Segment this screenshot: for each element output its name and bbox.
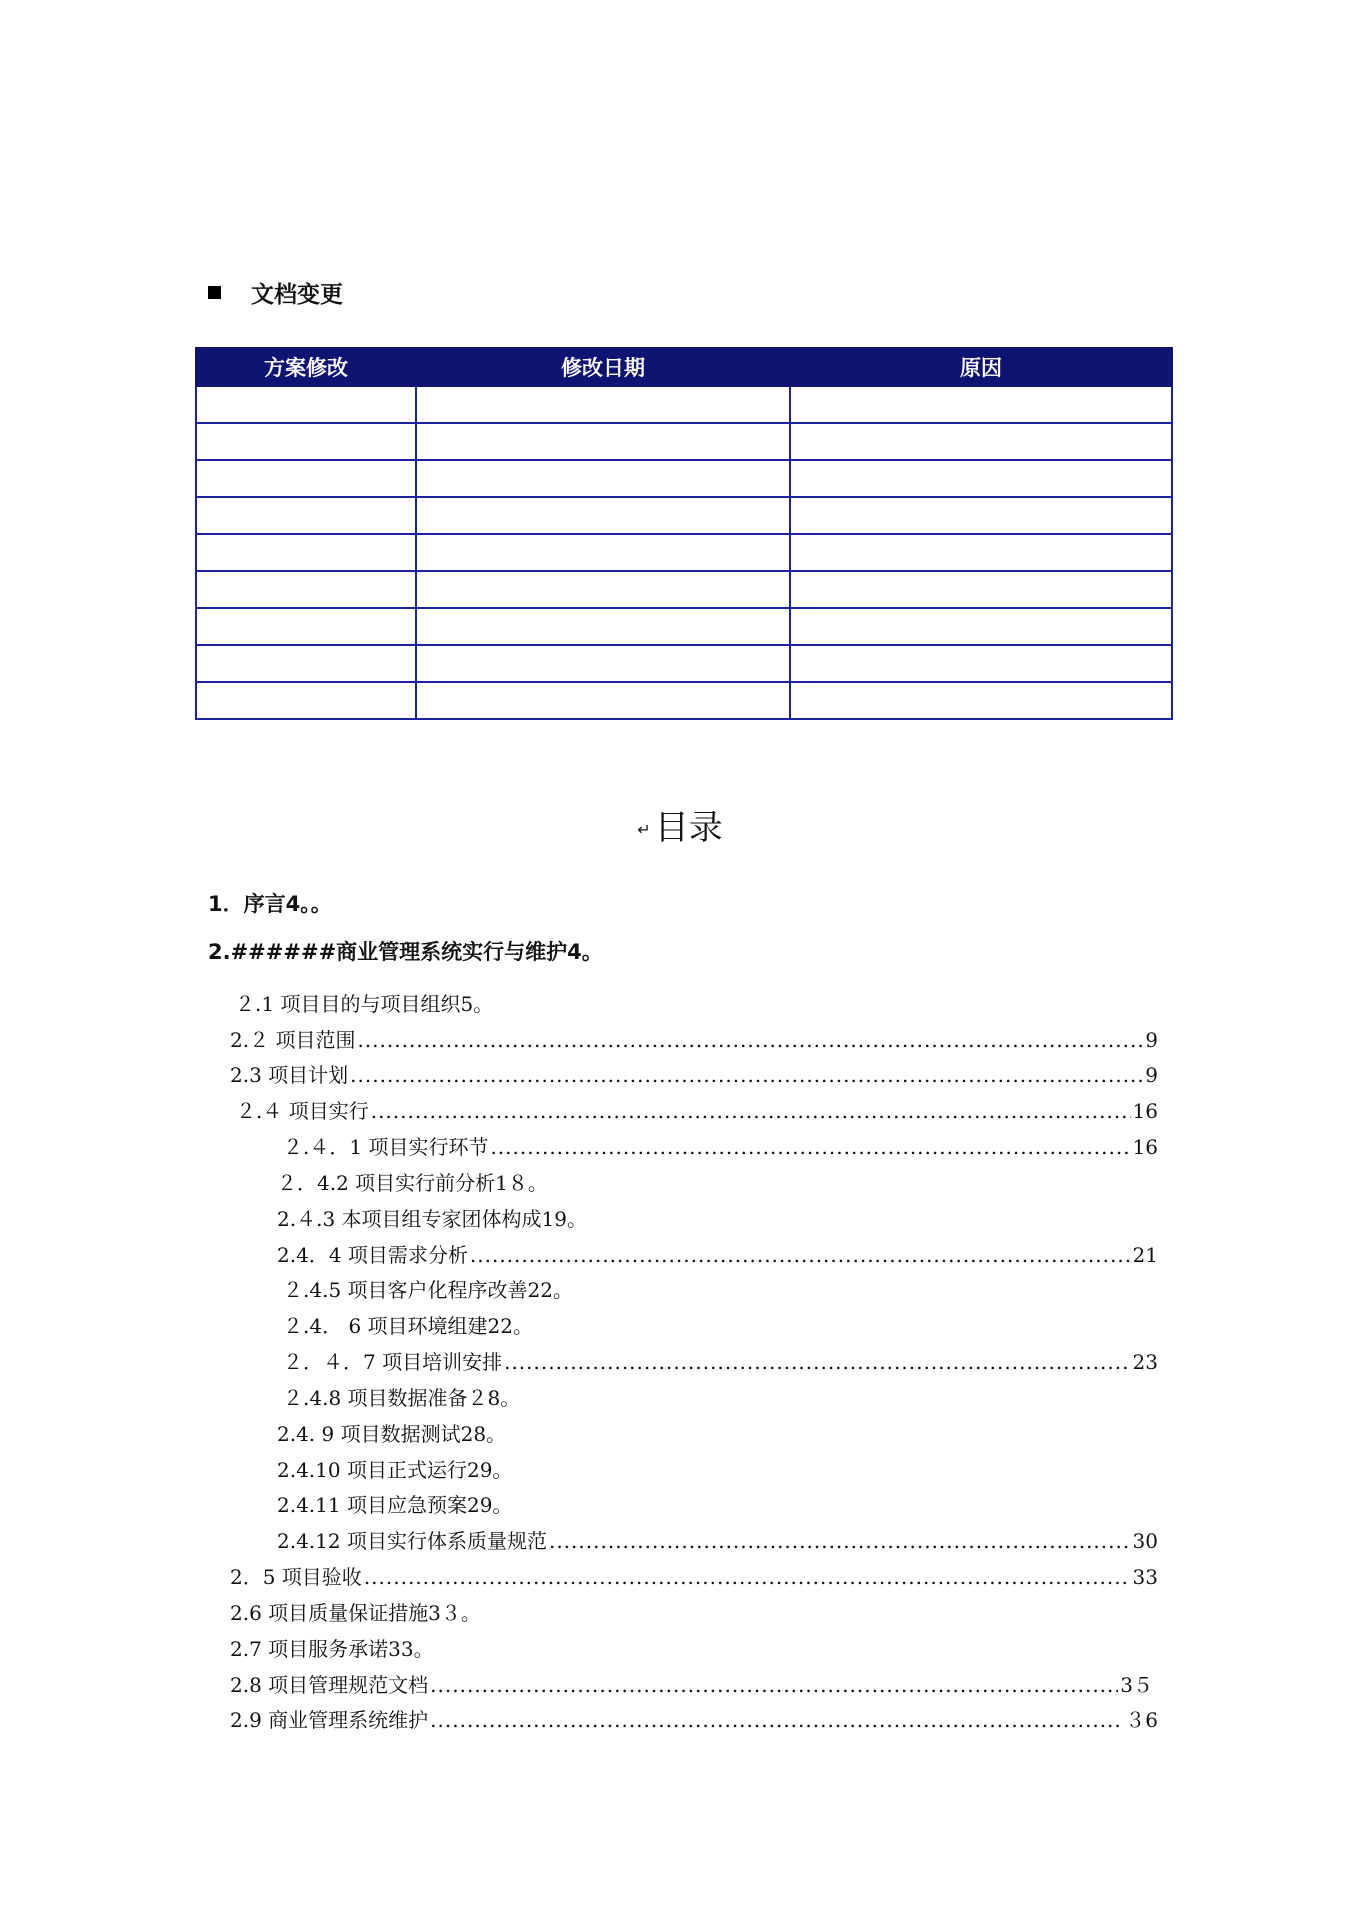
table-cell: [416, 608, 790, 645]
table-cell: [790, 682, 1172, 719]
toc-leader-dots: [357, 1023, 1143, 1057]
table-cell: [416, 386, 790, 423]
table-cell: [416, 534, 790, 571]
toc-page-number: 21: [1132, 1243, 1158, 1267]
section-heading: [208, 276, 343, 309]
table-cell: [790, 571, 1172, 608]
table-cell: [416, 682, 790, 719]
toc-leader-dots: [549, 1524, 1131, 1558]
table-row: [196, 645, 1172, 682]
table-cell: [196, 571, 416, 608]
paragraph-mark-icon: ↵: [637, 820, 651, 839]
toc-leader-dots: [371, 1094, 1131, 1128]
toc-entry[interactable]: [283, 1381, 520, 1415]
toc-entry-label: ２.4.5 项目客户化程序改善22。: [283, 1278, 573, 1302]
table-row: [196, 386, 1172, 423]
table-cell: [790, 497, 1172, 534]
toc-entry-label: ２.4.8 项目数据准备２8。: [283, 1386, 521, 1410]
document-changes-table: [195, 347, 1173, 720]
toc-entry[interactable]: [230, 1560, 1158, 1594]
toc-entry[interactable]: [230, 1058, 1158, 1092]
header-plan-change: 方案修改: [196, 348, 416, 386]
table-row: [196, 423, 1172, 460]
toc-entry-label: 1．序言4。。: [208, 892, 332, 916]
table-cell: [416, 497, 790, 534]
toc-entry[interactable]: [230, 1668, 1153, 1702]
toc-page-number: 23: [1132, 1350, 1158, 1374]
table-cell: [196, 423, 416, 460]
toc-entry-label: 2.２ 项目范围: [230, 1028, 356, 1052]
square-bullet-icon: [208, 286, 221, 299]
table-row: [196, 460, 1172, 497]
table-body: [196, 386, 1172, 719]
toc-entry[interactable]: [283, 1273, 573, 1307]
toc-entry-label: 2.7 项目服务承诺33。: [230, 1637, 434, 1661]
toc-entry-label: ２．４．7 项目培训安排: [283, 1350, 503, 1374]
table-cell: [196, 534, 416, 571]
table-cell: [416, 645, 790, 682]
table-cell: [790, 534, 1172, 571]
toc-entry-label: 2.4．4 项目需求分析: [277, 1243, 468, 1267]
table-cell: [196, 608, 416, 645]
table-cell: [790, 423, 1172, 460]
toc-leader-dots: [504, 1345, 1130, 1379]
toc-entry[interactable]: [208, 935, 603, 969]
table-cell: [196, 386, 416, 423]
table-cell: [790, 386, 1172, 423]
toc-leader-dots: [350, 1058, 1143, 1092]
table-row: [196, 571, 1172, 608]
toc-entry[interactable]: [277, 1166, 548, 1200]
toc-entry-label: 2.4.10 项目正式运行29。: [277, 1458, 513, 1482]
toc-entry-label: ２.４ 项目实行: [236, 1099, 369, 1123]
toc-entry-label: ２.4． 6 项目环境组建22。: [283, 1314, 533, 1338]
toc-entry-label: 2.4. 9 项目数据测试28。: [277, 1422, 507, 1446]
table-cell: [416, 460, 790, 497]
table-row: [196, 497, 1172, 534]
table-cell: [416, 571, 790, 608]
table-row: [196, 608, 1172, 645]
toc-entry-label: 2．5 项目验收: [230, 1565, 362, 1589]
table-cell: [196, 682, 416, 719]
toc-entry[interactable]: [230, 1023, 1158, 1057]
header-change-date: 修改日期: [416, 348, 790, 386]
toc-entry-label: 2.9 商业管理系统维护: [230, 1708, 429, 1732]
toc-leader-dots: [430, 1668, 1118, 1702]
table-cell: [790, 645, 1172, 682]
table-cell: [196, 497, 416, 534]
toc-page-number: 9: [1145, 1063, 1158, 1087]
toc-entry[interactable]: [277, 1453, 512, 1487]
toc-entry[interactable]: [208, 887, 332, 921]
toc-leader-dots: [364, 1560, 1131, 1594]
table-cell: [196, 645, 416, 682]
toc-entry-label: ２.1 项目目的与项目组织5。: [235, 992, 494, 1016]
toc-title-text: 目录: [654, 808, 723, 848]
toc-entry[interactable]: [277, 1417, 506, 1451]
toc-entry[interactable]: [230, 1703, 1158, 1737]
toc-entry-label: 2.8 项目管理规范文档: [230, 1673, 429, 1697]
toc-entry-label: 2.4.12 项目实行体系质量规范: [277, 1529, 547, 1553]
toc-page-number: 16: [1132, 1099, 1158, 1123]
toc-entry[interactable]: [230, 1596, 481, 1630]
table-cell: [790, 460, 1172, 497]
table-cell: [416, 423, 790, 460]
table-header-row: [196, 348, 1172, 386]
toc-page-number: 3５: [1120, 1673, 1153, 1697]
toc-entry-label: 2.4.11 项目应急预案29。: [277, 1493, 513, 1517]
toc-entry-label: 2.４.3 本项目组专家团体构成19。: [277, 1207, 587, 1231]
toc-page-number: ３6: [1125, 1708, 1158, 1732]
header-reason: 原因: [790, 348, 1172, 386]
toc-page-number: 9: [1145, 1028, 1158, 1052]
toc-entry-label: ２．4.2 项目实行前分析1８。: [277, 1171, 548, 1195]
toc-entry[interactable]: [277, 1524, 1158, 1558]
toc-entry[interactable]: [230, 1632, 434, 1666]
table-row: [196, 682, 1172, 719]
toc-leader-dots: [490, 1130, 1130, 1164]
toc-entry[interactable]: [277, 1238, 1158, 1272]
toc-entry[interactable]: [236, 1094, 1158, 1128]
toc-entry-label: 2.3 项目计划: [230, 1063, 349, 1087]
toc-page-number: 16: [1132, 1135, 1158, 1159]
toc-page-number: 33: [1132, 1565, 1158, 1589]
toc-entry-label: ２.４．1 项目实行环节: [283, 1135, 489, 1159]
toc-entry[interactable]: [277, 1202, 587, 1236]
toc-entry[interactable]: [235, 987, 493, 1021]
table-cell: [196, 460, 416, 497]
toc-page-number: 30: [1132, 1529, 1158, 1553]
toc-entry-label: 2.6 项目质量保证措施3３。: [230, 1601, 481, 1625]
toc-leader-dots: [430, 1703, 1123, 1737]
toc-entry[interactable]: [277, 1488, 512, 1522]
toc-entry-label: 2.######商业管理系统实行与维护4。: [208, 940, 603, 964]
toc-entry[interactable]: [283, 1309, 533, 1343]
section-title: 文档变更: [251, 282, 343, 308]
toc-entry[interactable]: [283, 1130, 1158, 1164]
toc-entry[interactable]: [283, 1345, 1158, 1379]
table-row: [196, 534, 1172, 571]
toc-title: [0, 800, 1360, 849]
table-cell: [790, 608, 1172, 645]
toc-leader-dots: [470, 1238, 1131, 1272]
